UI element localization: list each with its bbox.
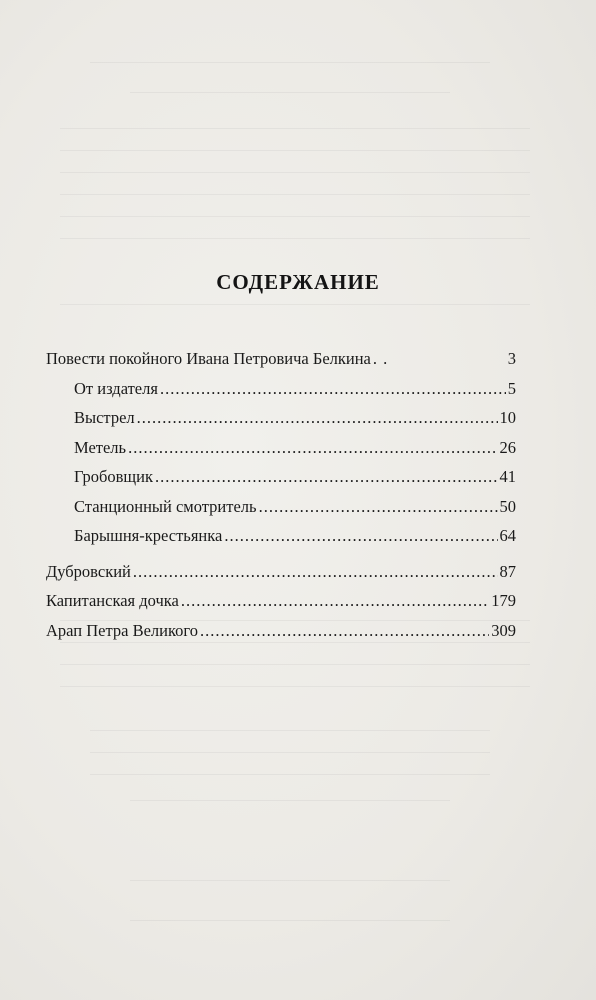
toc-entry-title: Дубровский (46, 561, 131, 581)
toc-entry-page: 50 (499, 496, 516, 516)
toc-entry-page: 26 (499, 437, 516, 457)
toc-entry-page: 3 (507, 349, 516, 368)
bleed-through-line (90, 62, 490, 63)
toc-entry (46, 379, 516, 409)
toc-entry-title: Капитанская дочка (46, 591, 179, 610)
toc-entry (46, 408, 516, 438)
toc-entry (46, 591, 516, 621)
bleed-through-line (60, 150, 530, 151)
leader-dots (259, 497, 498, 517)
bleed-through-line (130, 800, 450, 801)
toc-entry (46, 438, 516, 468)
toc-entry-title: Станционный смотритель (74, 496, 257, 516)
toc-entry-page: 5 (507, 378, 516, 398)
bleed-through-line (60, 304, 530, 305)
toc-entry-page: 64 (499, 526, 516, 545)
toc-entry-title: Повести покойного Ивана Петровича Белкина (46, 349, 371, 368)
leader-dots (155, 467, 498, 487)
bleed-through-line (60, 238, 530, 239)
leader-dots (160, 379, 506, 399)
toc-entry-page: 309 (491, 620, 516, 640)
toc-entry-page: 41 (499, 467, 516, 486)
toc-entry-page: 10 (499, 408, 516, 427)
bleed-through-line (130, 92, 450, 93)
leader-dots (200, 621, 489, 641)
leader-dots (128, 438, 497, 458)
toc-entry (46, 526, 516, 556)
toc-entry (46, 349, 516, 379)
bleed-through-line (60, 664, 530, 665)
leader-dots (137, 408, 498, 428)
bleed-through-line (90, 730, 490, 731)
toc-entry (46, 562, 516, 592)
bleed-through-line (60, 686, 530, 687)
toc-entry-title: Выстрел (74, 408, 135, 427)
leader-dots (181, 591, 489, 611)
bleed-through-line (60, 128, 530, 129)
page-title: СОДЕРЖАНИЕ (216, 270, 380, 294)
toc-entry (46, 497, 516, 527)
bleed-through-line (60, 194, 530, 195)
toc-entry (46, 621, 516, 651)
leader-dots (373, 349, 506, 369)
toc-entry-title: Метель (74, 437, 127, 457)
toc-entry-page: 179 (491, 591, 516, 610)
toc-entry-title: От издателя (74, 378, 158, 398)
bleed-through-line (60, 172, 530, 173)
toc-entry (46, 467, 516, 497)
toc-entry-title: Барышня-крестьянка (74, 526, 223, 545)
bleed-through-line (130, 880, 450, 881)
toc-entry-title: Арап Петра Великого (46, 620, 199, 640)
bleed-through-line (60, 216, 530, 217)
bleed-through-line (90, 752, 490, 753)
leader-dots (133, 562, 498, 582)
table-of-contents (46, 349, 516, 650)
toc-entry-title: Гробовщик (74, 467, 153, 486)
leader-dots (224, 526, 497, 546)
toc-entry-page: 87 (499, 561, 516, 581)
bleed-through-line (90, 774, 490, 775)
bleed-through-line (130, 920, 450, 921)
